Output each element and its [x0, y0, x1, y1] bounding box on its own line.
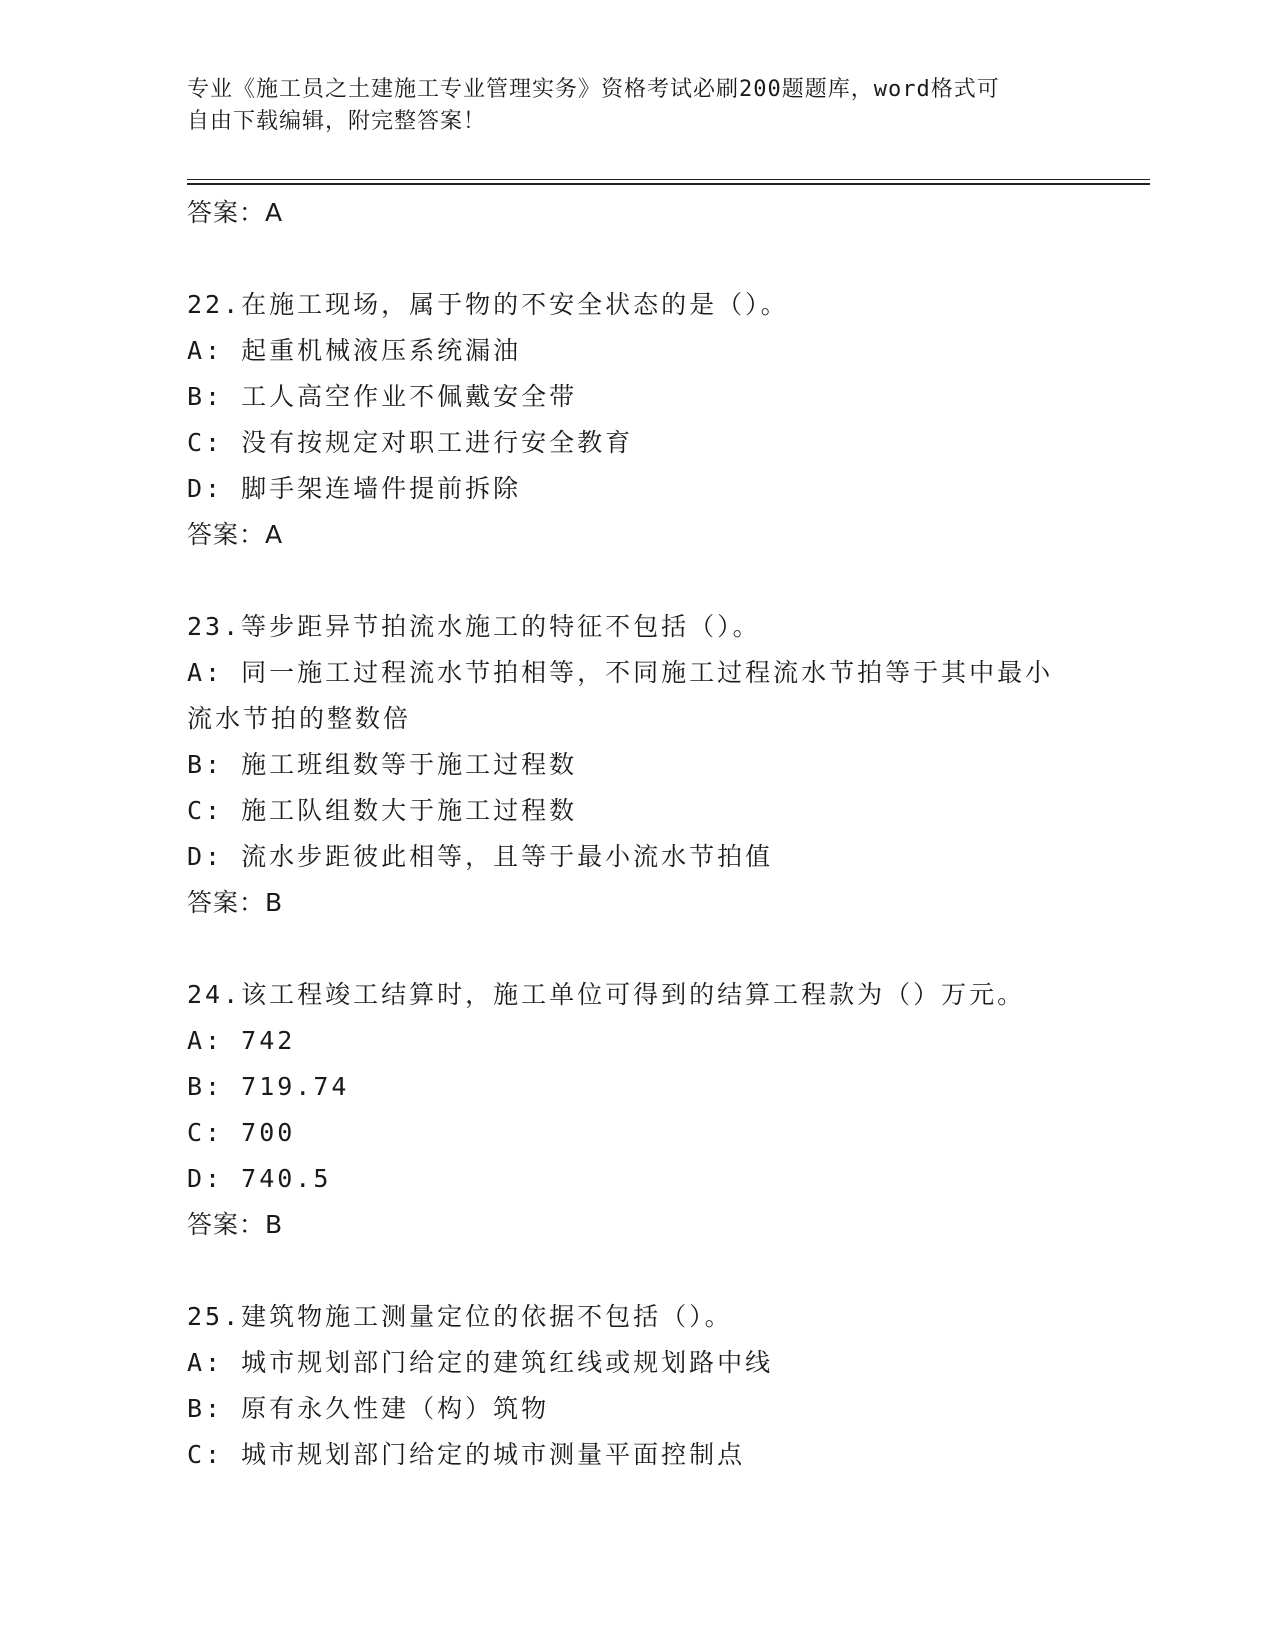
answer-line: 答案：A: [187, 520, 284, 549]
option-b: B: 施工班组数等于施工过程数: [187, 750, 578, 779]
question-25: [187, 1294, 1087, 1478]
option-a-continued: 流水节拍的整数倍: [187, 704, 412, 733]
answer-line: 答案：B: [187, 1210, 284, 1239]
header-divider-thin: [187, 179, 1150, 180]
option-b: B: 原有永久性建（构）筑物: [187, 1394, 550, 1423]
header-divider-thick: [187, 183, 1150, 185]
option-d: D: 740.5: [187, 1164, 332, 1193]
option-c: C: 700: [187, 1118, 296, 1147]
option-d: D: 脚手架连墙件提前拆除: [187, 474, 522, 503]
option-b: B: 719.74: [187, 1072, 350, 1101]
header-line-1: 专业《施工员之土建施工专业管理实务》资格考试必刷200题题库，word格式可: [187, 77, 1000, 102]
option-a: A: 城市规划部门给定的建筑红线或规划路中线: [187, 1348, 774, 1377]
option-d: D: 流水步距彼此相等，且等于最小流水节拍值: [187, 842, 774, 871]
document-header: [187, 74, 1067, 138]
option-a: A: 同一施工过程流水节拍相等，不同施工过程流水节拍等于其中最小: [187, 658, 1054, 687]
answer-line: 答案：A: [187, 198, 284, 227]
question-title: 25.建筑物施工测量定位的依据不包括（）。: [187, 1302, 733, 1331]
question-22: [187, 282, 1087, 558]
answer-line: 答案：B: [187, 888, 284, 917]
question-title: 24.该工程竣工结算时，施工单位可得到的结算工程款为（）万元。: [187, 980, 1026, 1009]
option-c: C: 施工队组数大于施工过程数: [187, 796, 578, 825]
option-a: A: 742: [187, 1026, 296, 1055]
question-24: [187, 972, 1087, 1248]
option-b: B: 工人高空作业不佩戴安全带: [187, 382, 578, 411]
option-c: C: 没有按规定对职工进行安全教育: [187, 428, 634, 457]
header-line-2: 自由下载编辑，附完整答案！: [187, 109, 487, 134]
question-title: 23.等步距异节拍流水施工的特征不包括（）。: [187, 612, 761, 641]
option-a: A: 起重机械液压系统漏油: [187, 336, 522, 365]
question-list: [187, 190, 1087, 1478]
question-23: [187, 604, 1087, 926]
question-title: 22.在施工现场，属于物的不安全状态的是（）。: [187, 290, 789, 319]
option-c: C: 城市规划部门给定的城市测量平面控制点: [187, 1440, 746, 1469]
